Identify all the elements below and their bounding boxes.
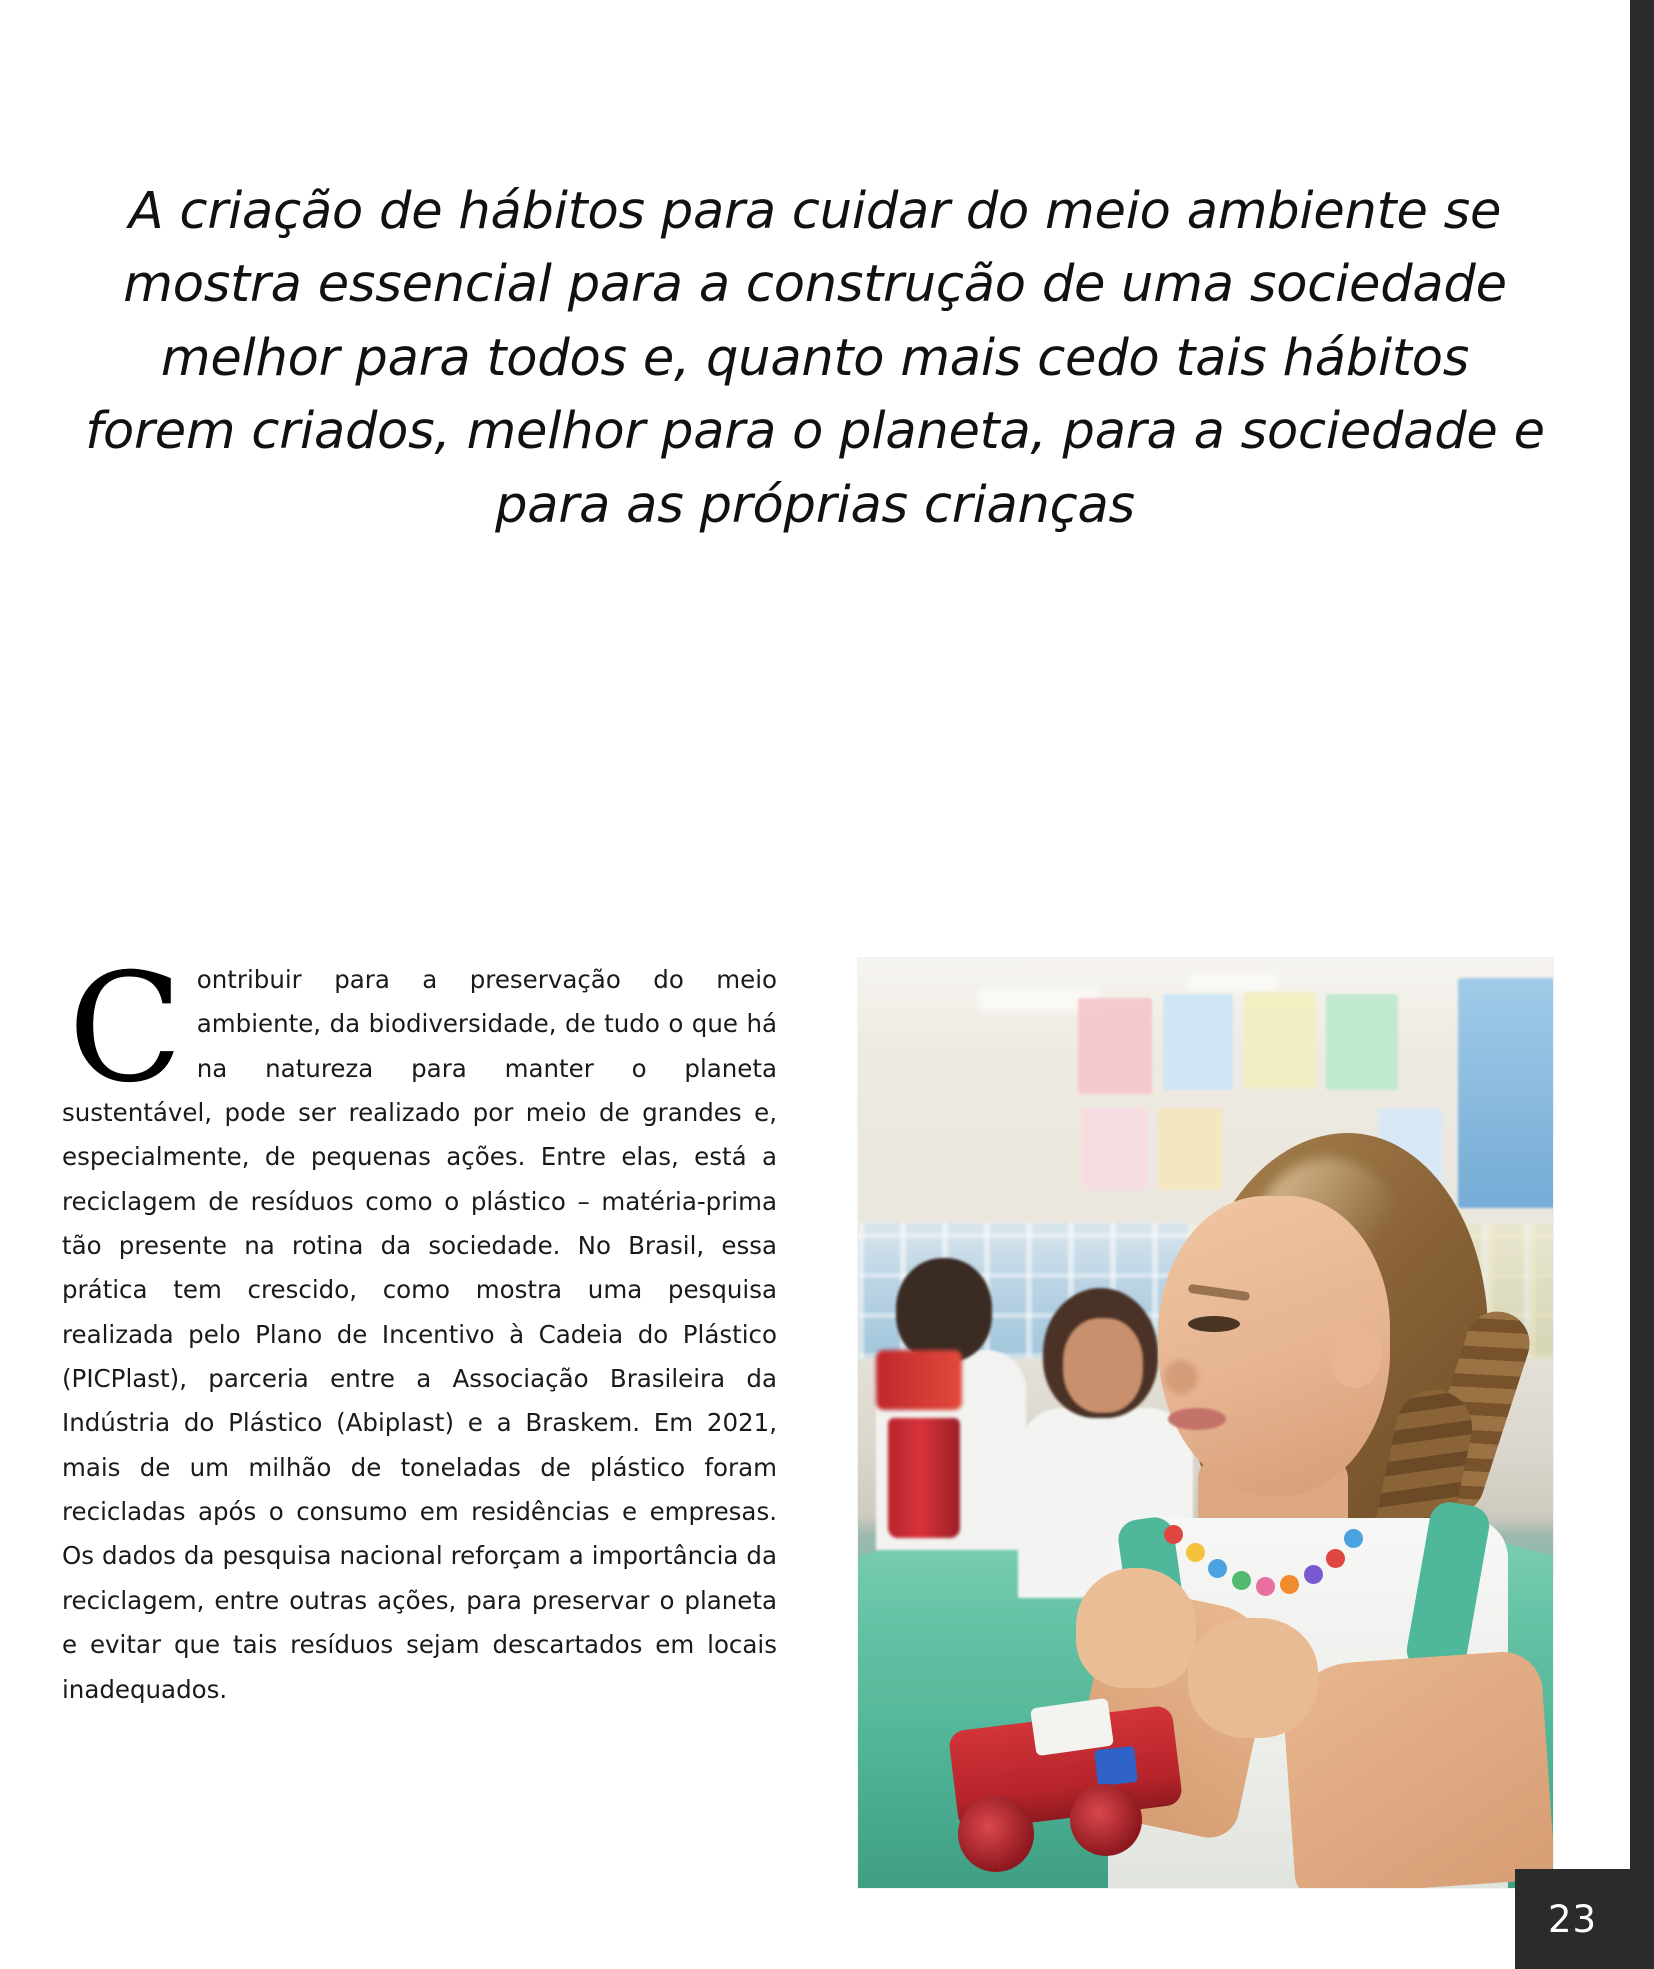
wall-poster-4 (1326, 994, 1398, 1090)
background-craft-object (876, 1350, 962, 1410)
wall-poster-1 (1078, 998, 1152, 1094)
girl-hand-left (1076, 1568, 1196, 1688)
girl-hand-right (1188, 1618, 1318, 1738)
girl-eye (1188, 1316, 1240, 1332)
girl-nose (1164, 1360, 1198, 1394)
article-body-column (62, 942, 777, 1712)
wall-poster-2 (1163, 994, 1233, 1090)
craft-toy-wheel-left (958, 1796, 1034, 1872)
article-paragraph: ontribuir para a preservação do meio ambiente, da biodiversidade, de tudo o que há na natureza para manter o planeta sustentável, pode ser realizado por meio de grandes e, especialmente, de pequenas ações. Entre elas, está a reciclagem de resíduos como o plástico – matéria-prima tão presente na rotina da sociedade. No Brasil, essa prática tem crescido, como mostra uma pesquisa realizada pelo Plano de Incentivo à Cadeia do Plástico (PICPlast), parceria entre a Associação Brasileira da Indústria do Plástico (Abiplast) e a Braskem. Em 2021, mais de um milhão de toneladas de plástico foram recicladas após o consumo em residências e empresas. Os dados da pesquisa nacional reforçam a importância da reciclagem, entre outras ações, para preservar o planeta e evitar que tais resíduos sejam descartados em locais inadequados. (62, 965, 777, 1704)
background-child-2-face (1063, 1318, 1143, 1413)
red-cup (888, 1418, 960, 1538)
background-child-1-head (896, 1258, 992, 1362)
girl-right-arm (1280, 1649, 1553, 1888)
girl-ear (1328, 1318, 1382, 1388)
wall-poster-5 (1082, 1108, 1148, 1190)
drop-cap: C (68, 942, 183, 1116)
wall-poster-6 (1158, 1108, 1222, 1190)
ceiling-light-2 (1188, 974, 1278, 992)
craft-toy-wheel-right (1070, 1784, 1142, 1856)
photo-illustration (858, 958, 1553, 1888)
window-blue (1458, 978, 1553, 1208)
article-photo (858, 958, 1553, 1888)
wall-poster-3 (1244, 992, 1316, 1088)
page-edge-strip (1630, 0, 1654, 1969)
girl-lips (1168, 1408, 1226, 1430)
pull-quote: A criação de hábitos para cuidar do meio ambiente se mostra essencial para a construção de uma sociedade melhor para todos e, quanto mais cedo tais hábitos forem criados, melhor para o planeta, para a sociedade e para as próprias crianças (85, 182, 1545, 535)
craft-toy-blue-part (1094, 1746, 1138, 1786)
page-number: 23 (1515, 1869, 1630, 1969)
